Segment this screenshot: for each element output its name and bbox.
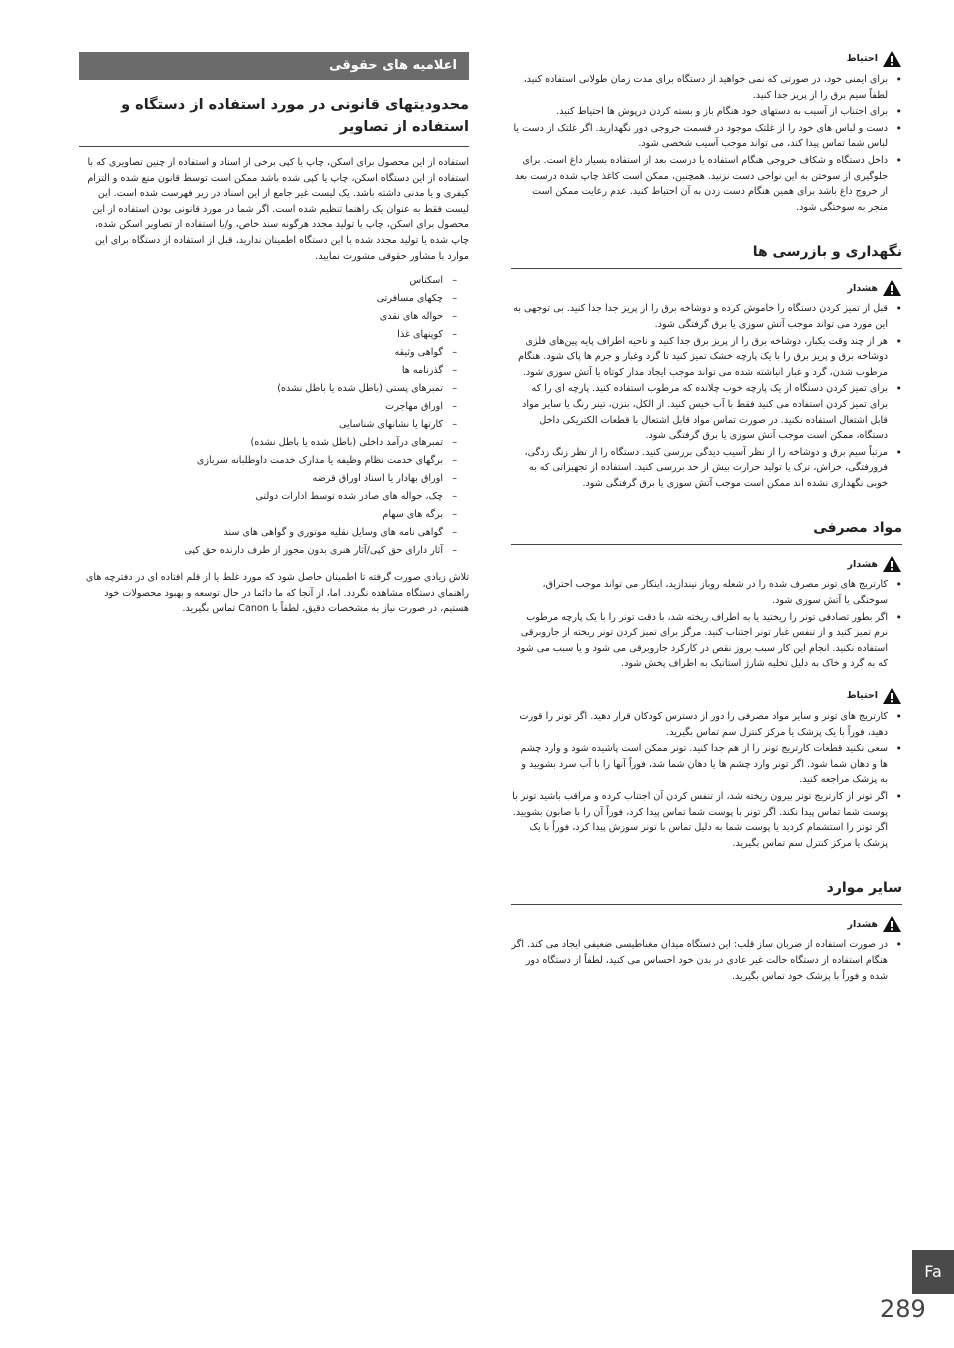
list-item: – گواهی نامه های وسایل نقلیه موتوری و گواهی های سند	[79, 524, 469, 542]
list-item: • کارتریج های تونر مصرف شده را در شعله روباز نیندازید، اینکار می تواند موجب احتراق، سوختگی یا آتش سوزی شود.	[511, 577, 902, 608]
language-tab: Fa	[912, 1250, 954, 1294]
list-item: • هر از چند وقت یکبار، دوشاخه برق را از پریز برق جدا کنید و ناحیه اطراف پایه پین‌های فلزی دوشاخه برق و پریز برق را با یک پارچه خشک تمیز کنید تا گرد وغبار و جرم ها پاک شود. هنگام مرطوب شدن، گرد و غبار انباشته شده می تواند موجب ایجاد مدار کوتاه یا آتش سوزی شود.	[511, 334, 902, 381]
list-item: • برای تمیز کردن دستگاه از یک پارچه خوب چلانده که مرطوب استفاده کنید. پارچه ای را که برای تمیز کردن استفاده می کنید فقط با آب خیس کنید. از الکل، بنزن، تینر رنگ یا سایر مواد قابل اشتعال استفاده نکنید. در صورت تماس مواد قابل اشتعال با قطعات الکتریکی داخل دستگاه، ممکن است موجب آتش سوزی یا برق گرفتگی شود.	[511, 381, 902, 443]
list-item: – گذرنامه ها	[79, 362, 469, 380]
other-list	[511, 937, 902, 984]
list-item: – تمبرهای درآمد داخلی (باطل شده یا باطل نشده)	[79, 434, 469, 452]
list-item: – برگه های سهام	[79, 506, 469, 524]
consumables-warning-list	[511, 577, 902, 672]
list-item: – گواهی وثیقه	[79, 344, 469, 362]
list-item: – کوپنهای غذا	[79, 326, 469, 344]
left-column	[79, 52, 469, 625]
caution-label	[511, 50, 902, 68]
warning-triangle-icon	[882, 915, 902, 933]
list-item: – چکهای مسافرتی	[79, 290, 469, 308]
list-item: • دست و لباس های خود را از غلتک موجود در قسمت خروجی دور نگهدارید. اگر غلتک از دست یا لباس شما تماس پیدا کند، می تواند موجب آسیب شخصی شود.	[511, 121, 902, 152]
warning-label-text: هشدار	[847, 282, 878, 294]
warning-triangle-icon	[882, 555, 902, 573]
legal-closing: تلاش زیادی صورت گرفته تا اطمینان حاصل شود که مورد غلط یا از قلم افتاده ای در دفترچه های راهنمای دستگاه مشاهده نگردد. اما، از آنجا که ما دائما در حال توسعه و بهبود محصولات خود هستیم، در صورت نیاز به مشخصات دقیق، لطفاً با Canon تماس بگیرید.	[85, 572, 469, 615]
list-item: • در صورت استفاده از ضربان ساز قلب: این دستگاه میدان مغناطیسی ضعیفی ایجاد می کند. اگر هنگام استفاده از دستگاه حالت غیر عادی در بدن خود احساس می کنید، لطفاً از دستگاه دور شده و فوراً با پزشک خود تماس بگیرید.	[511, 937, 902, 984]
section-title-consumables: مواد مصرفی	[511, 518, 902, 545]
list-item: • قبل از تمیز کردن دستگاه را خاموش کرده و دوشاخه برق را از پریز جدا جدا کنید. بی توجهی به این مورد می تواند موجب آتش سوزی یا برق گرفتگی شود.	[511, 301, 902, 332]
warning-label	[511, 279, 902, 297]
list-item: – برگهای خدمت نظام وظیفه یا مدارک خدمت داوطلبانه سربازی	[79, 452, 469, 470]
list-item: – اوراق بهادار یا اسناد اوراق قرضه	[79, 470, 469, 488]
page-number: 289	[880, 1295, 926, 1323]
warning-triangle-icon	[882, 279, 902, 297]
list-item: – تمبرهای پستی (باطل شده یا باطل نشده)	[79, 380, 469, 398]
list-item: – اسکناس	[79, 272, 469, 290]
list-item: – حواله های نقدی	[79, 308, 469, 326]
legal-heading: محدودیتهای قانونی در مورد استفاده از دستگاه و استفاده از تصاویر	[79, 80, 469, 147]
warning-triangle-icon	[882, 687, 902, 705]
section-title-other: سایر موارد	[511, 878, 902, 905]
list-item: – چک، حواله های صادر شده توسط ادارات دولتی	[79, 488, 469, 506]
legal-intro: استفاده از این محصول برای اسکن، چاپ یا کپی برخی از اسناد و استفاده از چنین تصاویری که با استفاده از این دستگاه اسکن، چاپ یا کپی شده باشد ممکن است توسط قانون منع شده و التزام کیفری و یا مدنی داشته باشد. یک لیست غیر جامع از این اسناد در زیر فهرست شده است. این لیست فقط به عنوان یک راهنما تنظیم شده است. اگر شما در مورد قانونی بودن استفاده از این محصول برای اسکن، چاپ یا تولید مجدد هرگونه سند خاص، و/یا استفاده از تصاویر اسکن شده، چاپ شده یا تولید مجدد شده با این دستگاه اطمینان ندارید، قبل از استفاده از دستگاه برای این موارد با مشاور حقوقی مشورت نمایید.	[87, 157, 469, 262]
warning-label-text: هشدار	[847, 918, 878, 930]
caution-list	[511, 72, 902, 215]
list-item: – آثار دارای حق کپی/آثار هنری بدون مجوز از طرف دارنده حق کپی	[79, 542, 469, 560]
legal-notices-band: اعلامیه های حقوقی	[79, 52, 469, 80]
caution-label-text: احتیاط	[846, 690, 878, 702]
list-item: • برای ایمنی خود، در صورتی که نمی خواهید از دستگاه برای مدت زمان طولانی استفاده کنید، لطفاً سیم برق را از پریز جدا کنید.	[511, 72, 902, 103]
list-item: • اگر بطور تصادفی تونر را ریختید یا به اطراف ریخته شد، با دقت تونر را با یک پارچه مرطوب نرم تمیز کنید و از تنفس غبار تونر اجتناب کنید. مرگز برای تمیز کردن تونر ریخته از جاروبرقی استفاده نکنید. انجام این کار سبب بروز نقص در کارکرد جاروبرقی می شود و یا سبب می شود که به گرد و خاک به دلیل تخلیه شارژ استاتیک به اطراف پخش شود.	[511, 610, 902, 672]
warning-label	[511, 555, 902, 573]
list-item: • برای اجتناب از آسیب به دستهای خود هنگام باز و بسته کردن درپوش ها احتیاط کنید.	[511, 104, 902, 120]
caution-label	[511, 687, 902, 705]
warning-label	[511, 915, 902, 933]
right-column	[511, 50, 902, 985]
list-item: • مرتباً سیم برق و دوشاخه را از نظر آسیب دیدگی بررسی کنید. دستگاه را از نظر زنگ زدگی، فرورفتگی، خراش، ترک یا تولید حرارت بیش از حد بررسی کنید. استفاده از تجهیزاتی که به خوبی نگهداری نشده اند ممکن است موجب آتش سوزی یا برق گرفتگی شود.	[511, 445, 902, 492]
caution-label-text: احتیاط	[846, 53, 878, 65]
maintenance-list	[511, 301, 902, 491]
section-title-maintenance: نگهداری و بازرسی ها	[511, 242, 902, 269]
list-item: – اوراق مهاجرت	[79, 398, 469, 416]
consumables-caution-list	[511, 709, 902, 851]
list-item: • سعی نکنید قطعات کارتریج تونر را از هم جدا کنید. تونر ممکن است پاشیده شود و وارد چشم ها و دهان شما شود. اگر تونر وارد چشم ها یا دهان شما شد، فوراً آنها را با آب سرد بشویید و به پزشک مراجعه کنید.	[511, 741, 902, 788]
warning-label-text: هشدار	[847, 558, 878, 570]
restricted-documents-list	[79, 272, 469, 560]
list-item: • کارتریج های تونر و سایر مواد مصرفی را دور از دسترس کودکان قرار دهید. اگر تونر را قورت دهید، فوراً با یک پزشک یا مرکز کنترل سم تماس بگیرید.	[511, 709, 902, 740]
list-item: • داخل دستگاه و شکاف خروجی هنگام استفاده یا درست بعد از استفاده بسیار داغ است. برای جلوگیری از سوختن به این نواحی دست نزنید. همچنین، ممکن است کاغذ چاپ شده درست بعد از خروج داغ باشد برای همین هنگام دست زدن به آن احتیاط کنید. عدم رعایت ممکن است منجر به سوختگی شود.	[511, 153, 902, 215]
warning-triangle-icon	[882, 50, 902, 68]
list-item: • اگر تونر از کارتریج تونر بیرون ریخته شد، از تنفس کردن آن اجتناب کرده و مراقب باشید تونر با پوست شما تماس پیدا نکند. اگر تونر با پوست شما تماس پیدا کرد، فوراً آن را با صابون بشویید. اگر تونر را استشمام کردید یا پوست شما به دلیل تماس با تونر سوزش پیدا کرد، فوراً با یک پزشک یا مرکز کنترل سم تماس بگیرید.	[511, 789, 902, 851]
list-item: – کارتها یا نشانهای شناسایی	[79, 416, 469, 434]
